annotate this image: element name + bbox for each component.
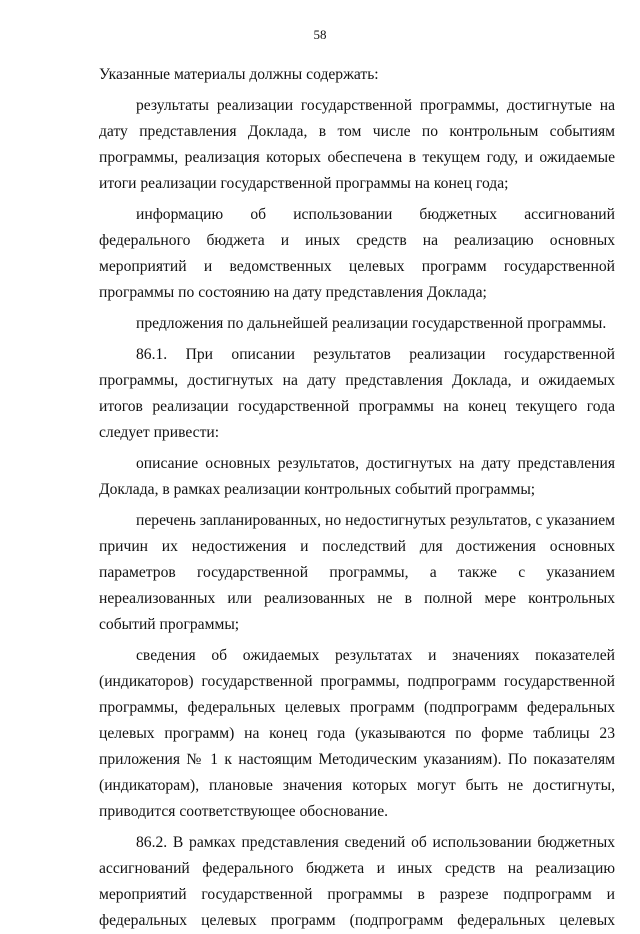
paragraph-intro: Указанные материалы должны содержать: [99,66,379,83]
paragraph-results: результаты реализации государственной программы, достигнутые на дату представления Доклада, в том числе по контрольным событиям программы, реализация которых обеспечена в текущем году, и ожидаемые итоги реализации государственной программы на конец года; [99,97,615,192]
paragraph-86-2: 86.2. В рамках представления сведений об использовании бюджетных ассигнований федерального бюджета и иных средств на реализацию мероприятий государственной программы в разрезе подпрограмм и федеральных целевых программ (подпрограмм федеральных целевых [99,834,615,929]
paragraph-proposals: предложения по дальнейшей реализации государственной программы. [136,315,607,332]
paragraph-budget-info: информацию об использовании бюджетных ассигнований федерального бюджета и иных средств на реализацию основных мероприятий и ведомственных целевых программ государственной программы по состоянию на дату представления Доклада; [99,206,615,301]
paragraph-unachieved-results: перечень запланированных, но недостигнутых результатов, с указанием причин их недостижения и последствий для достижения основных параметров государственной программы, а также с указанием нереализованных или реализованных не в полной мере контрольных событий программы; [99,512,615,633]
page-number: 58 [313,27,327,42]
paragraph-expected-indicators: сведения об ожидаемых результатах и значениях показателей (индикаторов) государственной программы, подпрограмм государственной программы, федеральных целевых программ (подпрограмм федеральных целевых программ) на конец года (указываются по форме таблицы 23 приложения № 1 к настоящим Методическим указаниям). По показателям (индикаторам), плановые значения которых могут быть не достигнуты, приводится соответствующее обоснование. [99,647,615,820]
paragraph-86-1: 86.1. При описании результатов реализации государственной программы, достигнутых на дату представления Доклада, и ожидаемых итогов реализации государственной программы на конец текущего года следует привести: [99,346,615,441]
paragraph-main-results: описание основных результатов, достигнутых на дату представления Доклада, в рамках реализации контрольных событий программы; [99,455,615,498]
document-body [99,62,615,934]
